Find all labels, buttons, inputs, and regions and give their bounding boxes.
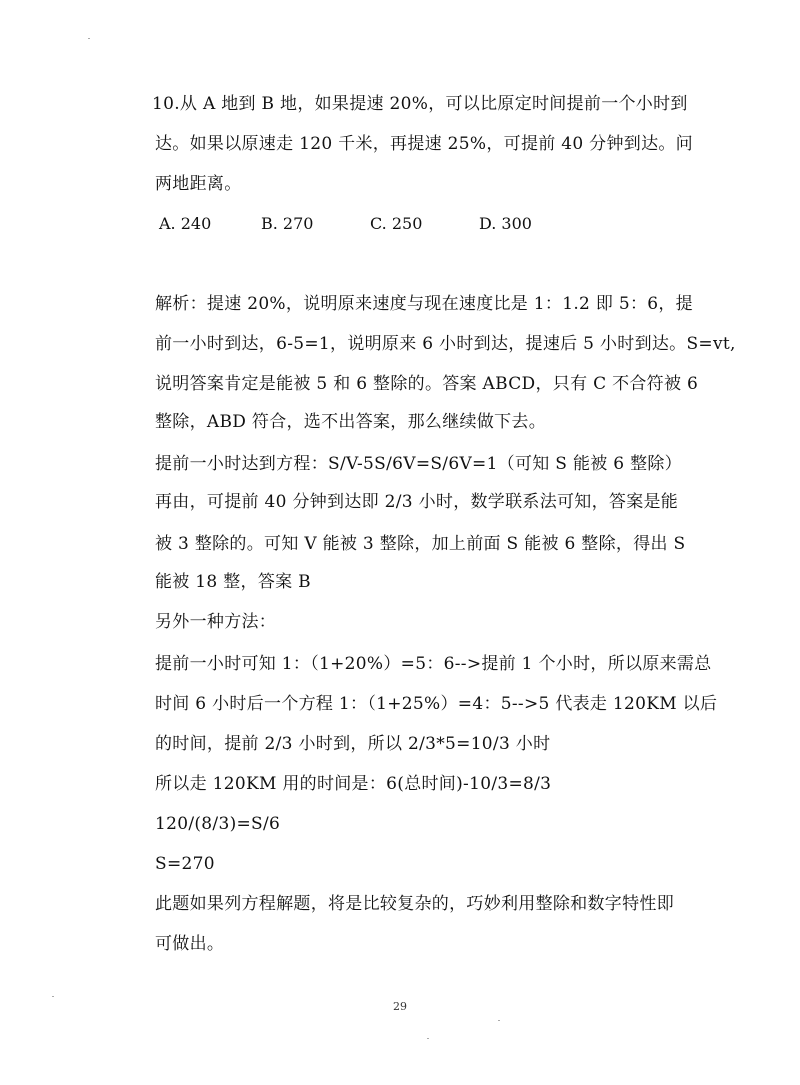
analysis-line-9: 另外一种方法： — [155, 612, 277, 632]
analysis-line-8: 能被 18 整，答案 B — [155, 572, 311, 592]
analysis-line-6: 再由，可提前 40 分钟到达即 2/3 小时，数学联系法可知，答案是能 — [155, 492, 679, 512]
analysis-line-1: 解析：提速 20%，说明原来速度与现在速度比是 1：1.2 即 5：6，提 — [155, 294, 693, 314]
question-line-1: 10.从 A 地到 B 地，如果提速 20%，可以比原定时间提前一个小时到 — [152, 94, 688, 114]
scan-speck — [88, 38, 90, 39]
question-line-2: 达。如果以原速走 120 千米，再提速 25%，可提前 40 分钟到达。问 — [155, 134, 693, 154]
analysis-line-17: 可做出。 — [155, 934, 225, 954]
analysis-line-7: 被 3 整除的。可知 V 能被 3 整除，加上前面 S 能被 6 整除，得出 S — [155, 534, 686, 554]
analysis-line-11: 时间 6 小时后一个方程 1：（1+25%）=4：5-->5 代表走 120KM 以后 — [155, 694, 718, 714]
option-b: B. 270 — [261, 214, 314, 233]
scan-speck — [52, 996, 54, 997]
analysis-line-12: 的时间，提前 2/3 小时到，所以 2/3*5=10/3 小时 — [155, 734, 551, 754]
analysis-line-15: S=270 — [155, 854, 215, 874]
analysis-line-5: 提前一小时达到方程：S/V-5S/6V=S/6V=1（可知 S 能被 6 整除） — [155, 454, 682, 474]
question-line-3: 两地距离。 — [155, 174, 242, 194]
scan-speck — [427, 1038, 429, 1039]
analysis-line-4: 整除，ABD 符合，选不出答案，那么继续做下去。 — [155, 412, 547, 432]
analysis-line-2: 前一小时到达，6-5=1，说明原来 6 小时到达，提速后 5 小时到达。S=vt, — [155, 334, 736, 354]
page-number: 29 — [393, 1000, 407, 1013]
option-a: A. 240 — [159, 214, 212, 233]
option-d: D. 300 — [479, 214, 532, 233]
analysis-line-16: 此题如果列方程解题，将是比较复杂的，巧妙利用整除和数字特性即 — [155, 894, 674, 914]
option-c: C. 250 — [370, 214, 423, 233]
analysis-line-14: 120/(8/3)=S/6 — [155, 814, 281, 834]
scan-speck — [498, 1020, 500, 1021]
analysis-line-3: 说明答案肯定是能被 5 和 6 整除的。答案 ABCD，只有 C 不合符被 6 — [155, 374, 699, 394]
analysis-line-13: 所以走 120KM 用的时间是：6(总时间)-10/3=8/3 — [155, 774, 552, 794]
analysis-line-10: 提前一小时可知 1：（1+20%）=5：6-->提前 1 个小时，所以原来需总 — [155, 654, 712, 674]
